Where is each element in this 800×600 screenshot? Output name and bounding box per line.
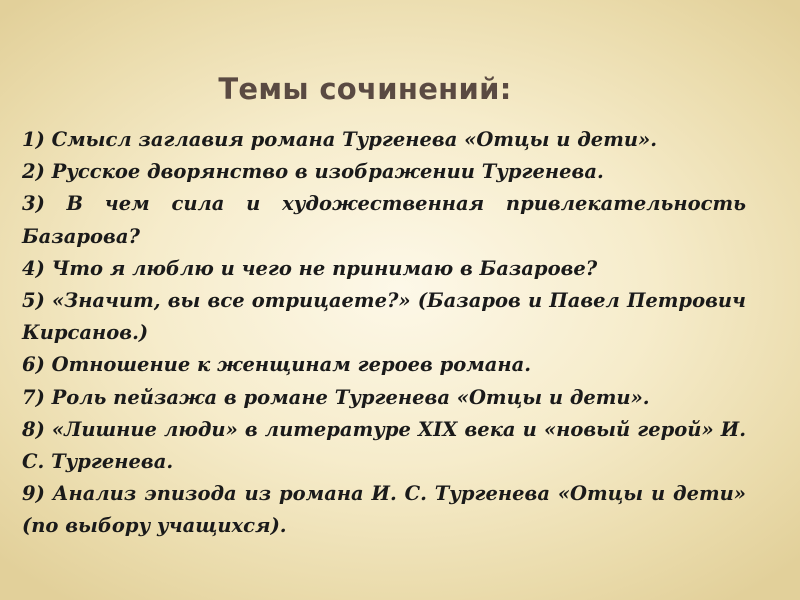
topic-item-6: 6) Отношение к женщинам героев романа.: [22, 353, 532, 377]
topic-item-5: 5) «Значит, вы все отрицаете?» (Базаров и Павел Петрович Кирсанов.): [22, 289, 746, 345]
topic-item-8: 8) «Лишние люди» в литературе XIX века и «новый герой» И. С. Тургенева.: [22, 417, 746, 474]
topic-list: [22, 124, 746, 543]
topic-item-3: 3) В чем сила и художественная привлекательность Базарова?: [22, 192, 746, 248]
topic-item-2: 2) Русское дворянство в изображении Тургенева.: [22, 160, 604, 184]
slide-title: Темы сочинений:: [218, 72, 512, 106]
topic-item-1: 1) Смысл заглавия романа Тургенева «Отцы и дети».: [22, 128, 657, 151]
topic-item-9: 9) Анализ эпизода из романа И. С. Тургенева «Отцы и дети» (по выбору учащихся).: [22, 482, 746, 538]
topic-item-4: 4) Что я люблю и чего не принимаю в Базарове?: [22, 256, 598, 280]
topic-item-7: 7) Роль пейзажа в романе Тургенева «Отцы и дети».: [22, 385, 650, 409]
